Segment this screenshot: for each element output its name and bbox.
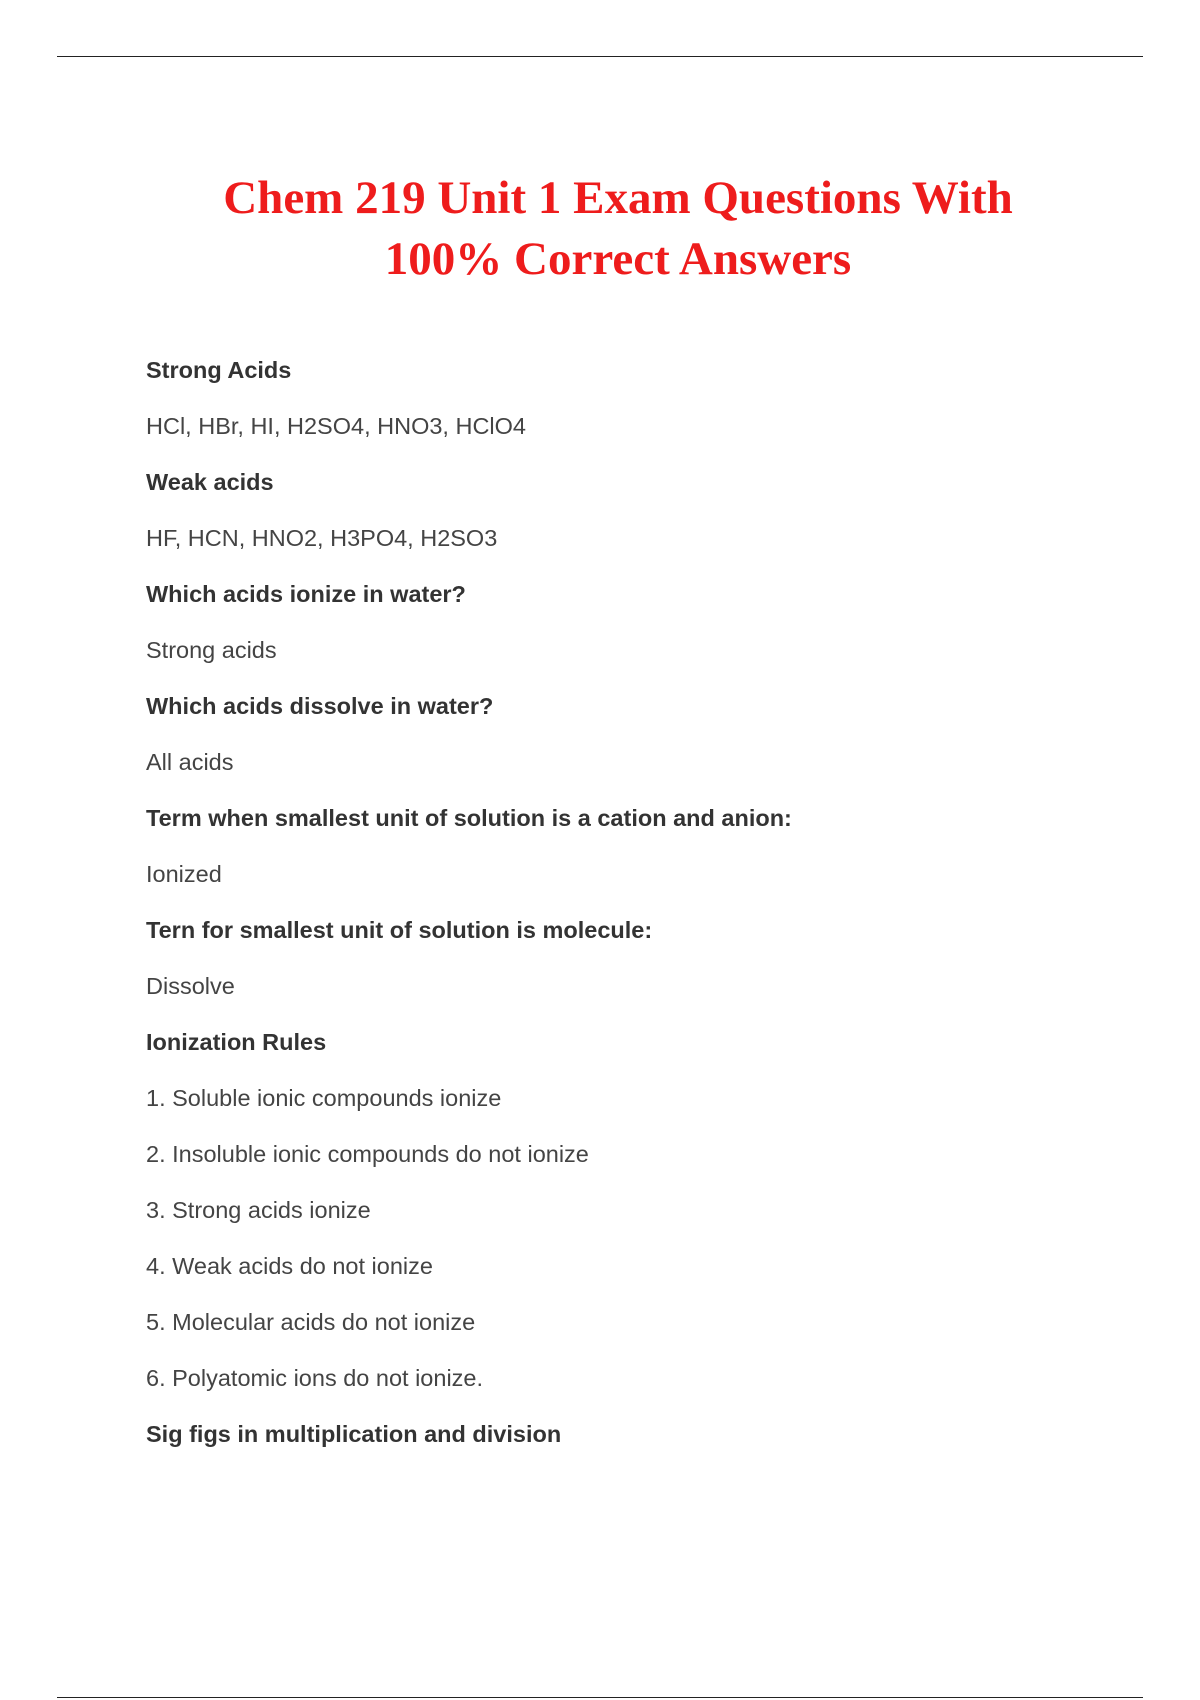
rule-item: 5. Molecular acids do not ionize [146,1309,476,1335]
answer: All acids [146,749,234,775]
title-line-2: 100% Correct Answers [384,233,852,285]
page-title [0,168,1200,290]
rule-item: 4. Weak acids do not ionize [146,1253,433,1279]
rule-item: 6. Polyatomic ions do not ionize. [146,1365,484,1391]
question: Tern for smallest unit of solution is molecule: [146,917,653,943]
answer: Strong acids [146,637,277,663]
question: Weak acids [146,469,274,495]
bottom-rule [57,1697,1143,1698]
answer: Ionized [146,861,222,887]
question: Which acids dissolve in water? [146,693,494,719]
rule-item: 2. Insoluble ionic compounds do not ionize [146,1141,589,1167]
rule-item: 3. Strong acids ionize [146,1197,371,1223]
question: Term when smallest unit of solution is a cation and anion: [146,805,792,831]
answer: Dissolve [146,973,235,999]
title-line-1: Chem 219 Unit 1 Exam Questions With [223,172,1013,224]
answer: HCl, HBr, HI, H2SO4, HNO3, HClO4 [146,413,526,439]
answer: HF, HCN, HNO2, H3PO4, H2SO3 [146,525,498,551]
ionization-rules-heading: Ionization Rules [146,1029,327,1055]
question: Which acids ionize in water? [146,581,466,607]
question: Strong Acids [146,357,292,383]
top-rule [57,56,1143,57]
qa-list [146,342,1126,1462]
question: Sig figs in multiplication and division [146,1421,562,1447]
rule-item: 1. Soluble ionic compounds ionize [146,1085,502,1111]
